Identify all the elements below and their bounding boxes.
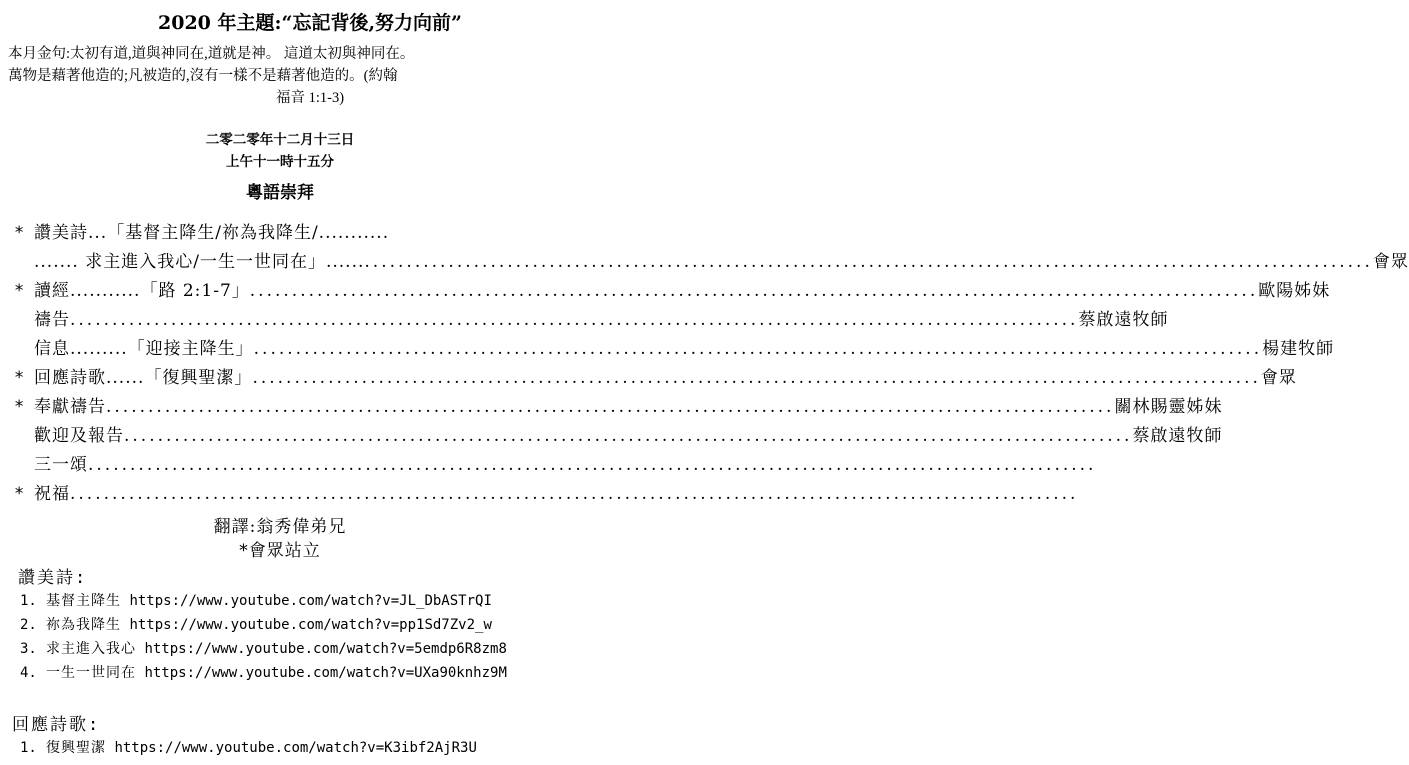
program-row	[14, 218, 559, 248]
hymn-name: 祢為我降生	[46, 617, 121, 633]
leader-dots: ........................................................................................................................	[70, 310, 1079, 330]
response-link-item[interactable]	[20, 737, 477, 757]
standing-mark: *	[14, 397, 25, 417]
standing-mark: *	[14, 223, 25, 243]
standing-mark: *	[14, 281, 25, 301]
memory-verse	[8, 43, 612, 109]
program-row	[14, 247, 1409, 277]
program-row	[14, 421, 1223, 451]
hymn-link-item[interactable]	[20, 590, 492, 610]
leader-dots: ........................................................................................................................	[88, 455, 1097, 475]
list-number: 1.	[20, 593, 37, 609]
program-row	[14, 305, 1169, 335]
verse-line: 本月金句:太初有道,道與神同在,道就是神。 這道太初與神同在。	[8, 46, 415, 62]
program-item: 歡迎及報告	[34, 426, 124, 446]
program-item: ....... 求主進入我心/一生一世同在」......	[34, 252, 365, 272]
program-item: 三一頌	[34, 455, 88, 475]
page-title: 2020 年主題:“忘記背後,努力向前”	[158, 12, 462, 34]
program-row	[14, 276, 1331, 306]
program-leader: 歐陽姊妹	[1258, 281, 1331, 301]
leader-dots: ........................................................................................................................	[70, 484, 1079, 504]
program-leader: 會眾	[1260, 368, 1297, 388]
translator-line: 翻譯:翁秀偉弟兄	[213, 517, 347, 537]
list-number: 3.	[20, 641, 37, 657]
standing-note: *會眾站立	[239, 541, 321, 561]
program-item: 信息.........	[34, 339, 128, 359]
hymn-url[interactable]: https://www.youtube.com/watch?v=UXa90knhz9M	[144, 665, 507, 681]
service-time: 上午十一時十五分	[226, 154, 334, 170]
hymn-link-item[interactable]	[20, 638, 507, 658]
standing-mark: *	[14, 368, 25, 388]
hymn-link-item[interactable]	[20, 614, 492, 634]
program-item: 回應詩歌......	[34, 368, 145, 388]
program-row	[14, 334, 1335, 364]
leader-dots: ........................................................................................................................	[252, 368, 1261, 388]
standing-mark: *	[14, 484, 25, 504]
hymn-link-item[interactable]	[20, 662, 507, 682]
leader-dots: ........................................................................................................................	[364, 252, 1373, 272]
hymn-name: 復興聖潔	[46, 740, 106, 756]
service-name: 粵語崇拜	[246, 183, 314, 203]
hymn-url[interactable]: https://www.youtube.com/watch?v=5emdp6R8zm8	[144, 641, 507, 657]
hymn-url[interactable]: https://www.youtube.com/watch?v=pp1Sd7Zv2_w	[129, 617, 492, 633]
verse-line: 萬物是藉著他造的;凡被造的,沒有一樣不是藉著他造的。(約翰	[8, 68, 398, 84]
leader-dots: ........................................................................................................................	[124, 426, 1133, 446]
hymn-url[interactable]: https://www.youtube.com/watch?v=JL_DbASTrQI	[129, 593, 492, 609]
program-leader: 楊建牧師	[1262, 339, 1335, 359]
leader-dots: ........................................................................................................................	[253, 339, 1263, 359]
response-hymn-heading: 回應詩歌:	[12, 715, 101, 735]
verse-line: 福音 1:1-3)	[275, 90, 345, 106]
hymn-name: 一生一世同在	[46, 665, 136, 681]
hymn-url[interactable]: https://www.youtube.com/watch?v=K3ibf2AjR3U	[114, 740, 477, 756]
program-item: 讀經...........	[34, 281, 141, 301]
program-title: 「迎接主降生」	[127, 339, 254, 359]
program-item: 奉獻禱告	[34, 397, 106, 417]
hymn-name: 求主進入我心	[46, 641, 136, 657]
list-number: 4.	[20, 665, 37, 681]
program-item: 祝福	[34, 484, 70, 504]
program-item: 禱告	[34, 310, 70, 330]
program-leader: 關林賜靈姊妹	[1114, 397, 1223, 417]
program-row	[14, 479, 1079, 509]
leader-dots: ........................................................................................................................	[249, 281, 1259, 301]
program-leader: 蔡啟遠牧師	[1078, 310, 1169, 330]
program-leader: 蔡啟遠牧師	[1132, 426, 1223, 446]
program-row	[14, 450, 1097, 480]
program-title: 「復興聖潔」	[144, 368, 253, 388]
program-leader: 會眾	[1372, 252, 1409, 272]
list-number: 1.	[20, 740, 37, 756]
hymns-heading: 讚美詩:	[18, 568, 88, 588]
program-row	[14, 363, 1297, 393]
program-row	[14, 392, 1223, 422]
leader-dots: ........................................................................................................................	[106, 397, 1115, 417]
program-item: 讚美詩...「基督主降生/祢為我降生/...........	[34, 223, 390, 243]
list-number: 2.	[20, 617, 37, 633]
hymn-name: 基督主降生	[46, 593, 121, 609]
service-date: 二零二零年十二月十三日	[205, 132, 355, 148]
program-title: 「路 2:1-7」	[140, 281, 250, 301]
